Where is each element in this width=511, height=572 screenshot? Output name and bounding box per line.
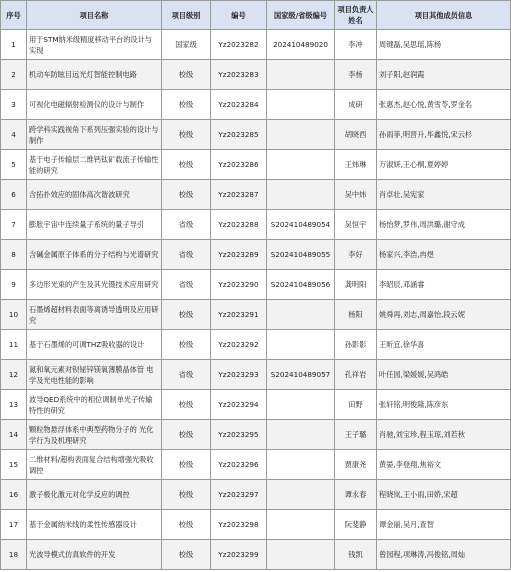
cell-level: 省级 [162,270,211,300]
cell-leader: 贾康尧 [335,450,377,480]
table-row [1,420,511,450]
cell-project-title: 石墨烯超材料表面等离诱导透明及应用研究 [27,300,162,330]
cell-level: 校级 [162,510,211,540]
cell-project-title: 可视化电磁辐射检测仪的设计与制作 [27,90,162,120]
header-cell-no: 序号 [1,1,27,30]
cell-no: 8 [1,240,27,270]
cell-national-code [267,480,335,510]
cell-members: 肖驰,刘宝珍,程玉琼,刘若秋 [377,420,511,450]
cell-leader: 田野 [335,390,377,420]
table-row [1,300,511,330]
cell-level: 校级 [162,90,211,120]
cell-project-title: 用于STM纳米级精度移动平台的设计与实现 [27,30,162,60]
cell-members: 曾园程,项琳涛,冯俊铭,周灿 [377,540,511,570]
table-row [1,150,511,180]
table-row [1,120,511,150]
cell-level: 校级 [162,120,211,150]
cell-leader: 王炜琳 [335,150,377,180]
cell-no: 7 [1,210,27,240]
cell-members: 张轩铭,明俊隆,陈彦东 [377,390,511,420]
cell-national-code [267,330,335,360]
cell-national-code [267,60,335,90]
cell-level: 校级 [162,390,211,420]
cell-no: 5 [1,150,27,180]
cell-leader: 孔祥岩 [335,360,377,390]
cell-national-code [267,540,335,570]
cell-national-code [267,420,335,450]
cell-code: Yz2023299 [211,540,267,570]
table-row [1,390,511,420]
cell-project-title: 含拓扑效应的固体高次谐波研究 [27,180,162,210]
cell-members: 孙雨菲,明晋升,毕鑫悦,宋云杉 [377,120,511,150]
cell-project-title: 基于金属纳米线的柔性传感器设计 [27,510,162,540]
cell-project-title: 机动车防眩目远光灯智能控制电路 [27,60,162,90]
cell-leader: 谭永春 [335,480,377,510]
cell-level: 校级 [162,420,211,450]
cell-code: Yz2023289 [211,240,267,270]
cell-project-title: 波导QED系统中的相位调制单光子传输特性的研究 [27,390,162,420]
cell-national-code: 202410489020 [267,30,335,60]
cell-national-code [267,90,335,120]
cell-national-code [267,300,335,330]
cell-no: 2 [1,60,27,90]
table-row [1,210,511,240]
table-row [1,510,511,540]
cell-no: 18 [1,540,27,570]
header-cell-code: 编号 [211,1,267,30]
cell-code: Yz2023294 [211,390,267,420]
cell-no: 6 [1,180,27,210]
cell-members: 杨怡梦,罗伟,周洪璐,谢守成 [377,210,511,240]
cell-national-code: S202410489054 [267,210,335,240]
cell-no: 11 [1,330,27,360]
cell-leader: 胡晓西 [335,120,377,150]
cell-members: 叶任园,梁媛媛,吴鸿皓 [377,360,511,390]
cell-code: Yz2023283 [211,60,267,90]
cell-no: 13 [1,390,27,420]
cell-members: 杨家兴,李浩,冉煜 [377,240,511,270]
cell-no: 10 [1,300,27,330]
cell-members: 姚舜再,刘志,周嘉怡,段云妮 [377,300,511,330]
cell-no: 1 [1,30,27,60]
cell-project-title: 基于石墨烯的可调THZ吸收器的设计 [27,330,162,360]
cell-national-code [267,180,335,210]
table-row [1,450,511,480]
cell-no: 3 [1,90,27,120]
table-row [1,240,511,270]
table-header [1,1,511,30]
cell-no: 14 [1,420,27,450]
cell-no: 4 [1,120,27,150]
cell-national-code [267,510,335,540]
header-cell-leader: 项目负责人姓名 [335,1,377,30]
cell-project-title: 激子极化激元对化学反应的调控 [27,480,162,510]
cell-members: 王昕宜,徐华喜 [377,330,511,360]
cell-national-code [267,150,335,180]
cell-members: 谭金丽,吴月,查智 [377,510,511,540]
cell-leader: 李冲 [335,30,377,60]
cell-code: Yz2023296 [211,450,267,480]
cell-leader: 吴恒宇 [335,210,377,240]
cell-code: Yz2023287 [211,180,267,210]
cell-no: 16 [1,480,27,510]
cell-project-title: 多边形光束的产生及其光镊技术应用研究 [27,270,162,300]
cell-level: 校级 [162,480,211,510]
table-body [1,30,511,570]
header-cell-title: 项目名称 [27,1,162,30]
cell-leader: 阮斐静 [335,510,377,540]
cell-project-title: 二维材料/超构表面复合结构增强光吸收调控 [27,450,162,480]
cell-national-code: S202410489055 [267,240,335,270]
cell-code: Yz2023285 [211,120,267,150]
cell-no: 15 [1,450,27,480]
cell-national-code: S202410489057 [267,360,335,390]
cell-members: 周键磊,吴思瑶,陈杨 [377,30,511,60]
cell-level: 省级 [162,240,211,270]
cell-code: Yz2023284 [211,90,267,120]
header-row [1,1,511,30]
table-row [1,90,511,120]
table-row [1,330,511,360]
cell-level: 校级 [162,300,211,330]
cell-project-title: 光波导模式仿真软件的开发 [27,540,162,570]
table-row [1,270,511,300]
cell-code: Yz2023297 [211,480,267,510]
cell-code: Yz2023288 [211,210,267,240]
cell-national-code [267,120,335,150]
header-cell-national-code: 国家级/省级编号 [267,1,335,30]
cell-code: Yz2023282 [211,30,267,60]
cell-members: 程晓岚,王小雨,田娇,宋超 [377,480,511,510]
cell-leader: 吴中炜 [335,180,377,210]
cell-project-title: 颗粒物悬浮体系中典型药物分子的 光化学行为及机理研究 [27,420,162,450]
table-row [1,180,511,210]
cell-project-title: 膨胀宇宙中连续量子系统的量子导引 [27,210,162,240]
cell-leader: 成研 [335,90,377,120]
cell-leader: 钱凯 [335,540,377,570]
cell-no: 17 [1,510,27,540]
cell-level: 校级 [162,330,211,360]
cell-code: Yz2023295 [211,420,267,450]
cell-code: Yz2023298 [211,510,267,540]
header-cell-members: 项目其他成员信息 [377,1,511,30]
cell-level: 校级 [162,60,211,90]
cell-level: 国家级 [162,30,211,60]
cell-members: 黄晏,李登翔,焦裕文 [377,450,511,480]
cell-no: 9 [1,270,27,300]
header-cell-level: 项目级别 [162,1,211,30]
cell-level: 省级 [162,210,211,240]
cell-code: Yz2023292 [211,330,267,360]
cell-project-title: 含碱金属原子体系的分子结构与光谱研究 [27,240,162,270]
cell-leader: 李好 [335,240,377,270]
cell-national-code: S202410489056 [267,270,335,300]
cell-leader: 龚明阳 [335,270,377,300]
table-row [1,540,511,570]
cell-leader: 杨阳 [335,300,377,330]
cell-leader: 李杨 [335,60,377,90]
cell-leader: 王子璐 [335,420,377,450]
cell-code: Yz2023293 [211,360,267,390]
table-row [1,30,511,60]
cell-level: 校级 [162,540,211,570]
cell-national-code [267,390,335,420]
cell-members: 李昭辰,邓涵睿 [377,270,511,300]
cell-members: 刘子阳,赵润霞 [377,60,511,90]
cell-members: 肖卓壮,吴宪家 [377,180,511,210]
cell-no: 12 [1,360,27,390]
cell-project-title: 基于电子传输层二维钙钛矿载流子传输性能的研究 [27,150,162,180]
cell-level: 校级 [162,450,211,480]
cell-leader: 孙影影 [335,330,377,360]
cell-members: 张惠杰,赵心悦,黄雪苓,罗金名 [377,90,511,120]
cell-members: 万淑妍,王心桐,夏婷婷 [377,150,511,180]
cell-project-title: 氮和氧元素对钡铋锌镁氧薄膜晶体管 电学及光电性能的影响 [27,360,162,390]
table-row [1,360,511,390]
cell-level: 校级 [162,150,211,180]
cell-code: Yz2023291 [211,300,267,330]
cell-level: 校级 [162,180,211,210]
cell-project-title: 跨学科实践视角下系列压强实验的设计与制作 [27,120,162,150]
cell-national-code [267,450,335,480]
cell-code: Yz2023290 [211,270,267,300]
cell-level: 省级 [162,360,211,390]
table-row [1,60,511,90]
table-row [1,480,511,510]
cell-code: Yz2023286 [211,150,267,180]
